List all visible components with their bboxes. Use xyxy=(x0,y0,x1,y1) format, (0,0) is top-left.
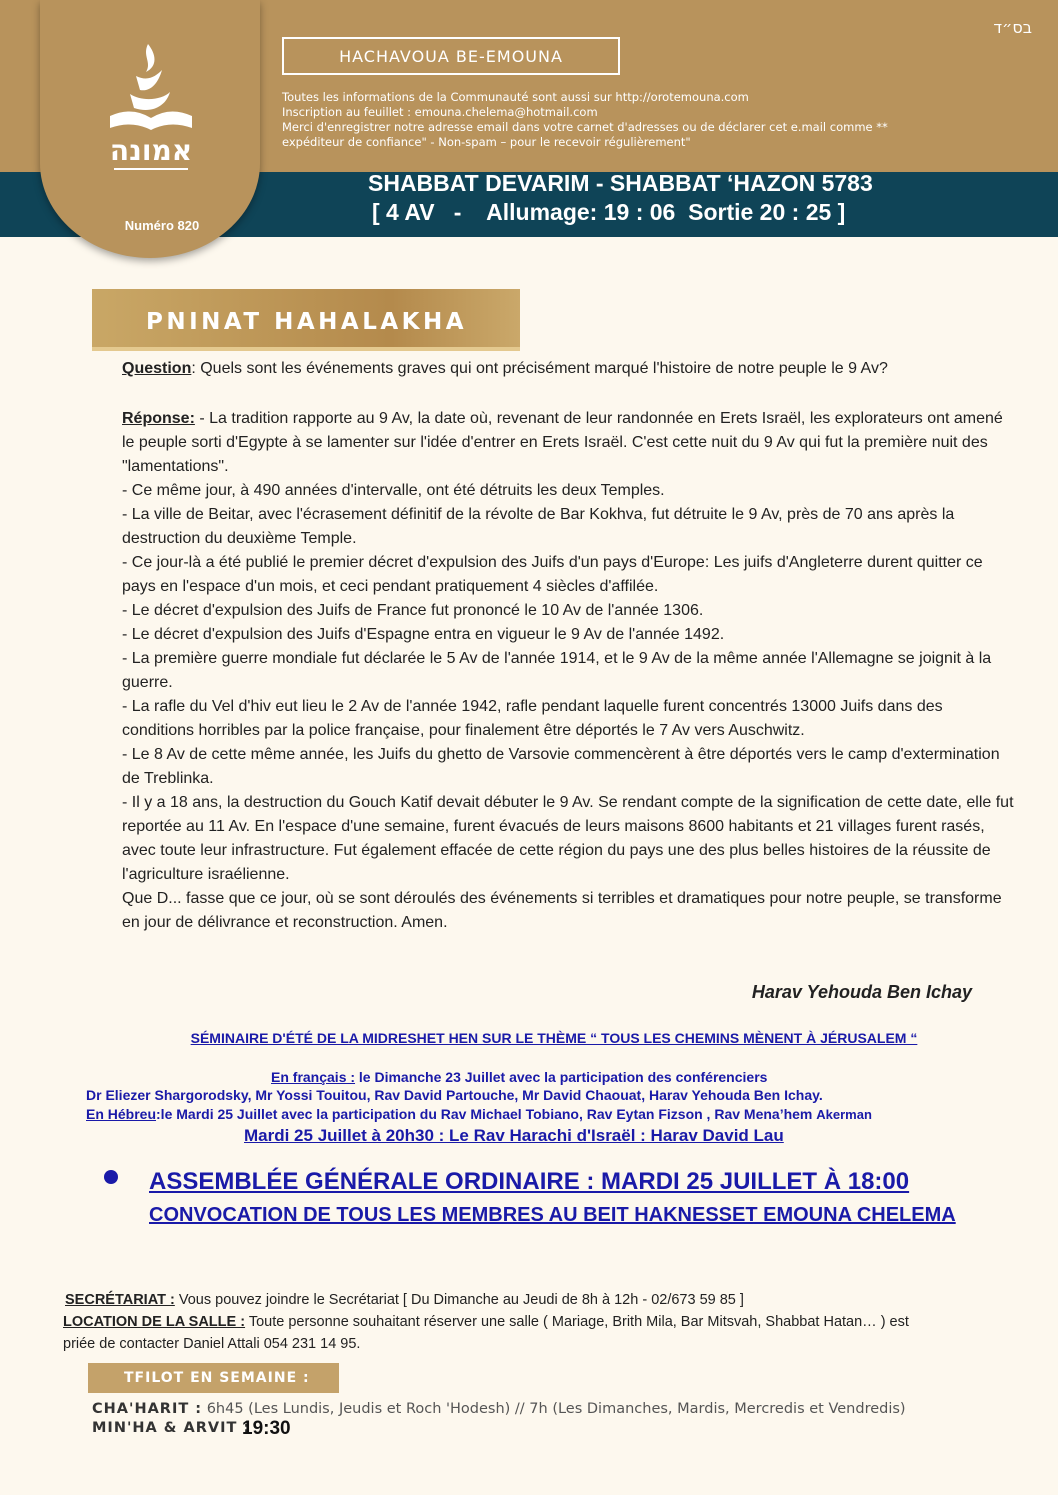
author-signature: Harav Yehouda Ben Ichay xyxy=(751,982,972,1002)
answer-item: - Ce même jour, à 490 années d'intervalle, ont été détruits les deux Temples. xyxy=(122,482,665,499)
header-info xyxy=(282,90,1022,150)
answer-item: - Le décret d'expulsion des Juifs d'Espagne entra en vigueur le 9 Av de l'année 1492. xyxy=(122,626,725,643)
answer-label: Réponse: xyxy=(122,410,195,427)
secretariat-label: SECRÉTARIAT : xyxy=(65,1292,175,1308)
question-label: Question xyxy=(122,360,192,377)
section-banner xyxy=(92,289,520,351)
seminar-title-link[interactable]: SÉMINAIRE D'ÉTÉ DE LA MIDRESHET HEN SUR LE THÈME “ TOUS LES CHEMINS MÈNENT À JÉRUSALEM “ xyxy=(190,1030,918,1046)
section-banner-label: PNINAT HAHALAKHA xyxy=(146,309,468,335)
shabbat-title: SHABBAT DEVARIM - SHABBAT ‘HAZON 5783 xyxy=(368,170,873,196)
issue-number: Numéro 820 xyxy=(124,218,200,233)
logo-text: אמונה xyxy=(109,134,193,167)
newsletter-title: HACHAVOUA BE-EMOUNA xyxy=(282,37,620,75)
answer-item: - La ville de Beitar, avec l'écrasement définitif de la révolte de Bar Kokhva, fut détruite le 9 Av, près de 70 ans après la destruction du deuxième Temple. xyxy=(122,506,955,547)
answer-item: - Le décret d'expulsion des Juifs de France fut prononcé le 10 Av de l'année 1306. xyxy=(122,602,704,619)
answer-item: - La première guerre mondiale fut déclarée le 5 Av de l'année 1914, et le 9 Av de la même année l'Allemagne se joignit à la guerre. xyxy=(122,650,992,691)
seminar-french: En français : le Dimanche 23 Juillet avec la participation des conférenciers xyxy=(271,1069,768,1085)
chaharit-line: CHA'HARIT : 6h45 (Les Lundis, Jeudis et Roch 'Hodesh) // 7h (Les Dimanches, Mardis, Mercredis et Vendredis) xyxy=(92,1401,906,1417)
seminar-hebrew-label[interactable]: En Hébreu xyxy=(86,1106,157,1122)
answer-item: - Il y a 18 ans, la destruction du Gouch Katif devait débuter le 9 Av. Se rendant compte de la signification de cette date, elle fut reportée au 11 Av. En l'espace d'une semaine, furent évacués de leurs maisons 8600 habitants et 21 villages furent rasés, avec toute leur infrastructure. Fut également effacée de cette région du pays une des plus belles histoires de la réussite de l'agriculture israélienne. xyxy=(122,794,1014,883)
seminar-speakers: Dr Eliezer Shargorodsky, Mr Yossi Touitou, Rav David Partouche, Mr David Chaouat, Harav Yehouda Ben Ichay. xyxy=(86,1087,823,1103)
answer-intro xyxy=(122,407,1018,479)
mincha-label: MIN'HA & ARVIT : xyxy=(92,1420,251,1436)
halakha-article xyxy=(122,357,1018,935)
location-label: LOCATION DE LA SALLE : xyxy=(63,1314,246,1330)
answer-item: - Ce jour-là a été publié le premier décret d'expulsion des Juifs d'un pays d'Europe: Les juifs d'Angleterre durent quitter ce pays en l'espace d'un mois, et ceci pendant pratiquement 4 siècles d'affilée. xyxy=(122,554,983,595)
emouna-logo xyxy=(96,36,206,186)
location-info: LOCATION DE LA SALLE : Toute personne souhaitant réserver une salle ( Mariage, Brith Mila, Bar Mitsvah, Shabbat Hatan… ) est xyxy=(63,1314,909,1330)
secretariat-info: SECRÉTARIAT : Vous pouvez joindre le Secrétariat [ Du Dimanche au Jeudi de 8h à 12h - 02/673 59 85 ] xyxy=(65,1292,744,1308)
info-line: Inscription au feuillet : emouna.chelema@hotmail.com xyxy=(282,105,598,119)
shabbat-times: [ 4 AV - Allumage: 19 : 06 Sortie 20 : 25 ] xyxy=(372,199,846,225)
mincha-line xyxy=(92,1420,250,1436)
bsd-mark: בס״ד xyxy=(993,18,1032,37)
location-contact: priée de contacter Daniel Attali 054 231 14 95. xyxy=(63,1336,361,1352)
tfilot-banner: TFILOT EN SEMAINE : xyxy=(88,1363,339,1393)
seminar-lau[interactable]: Mardi 25 Juillet à 20h30 : Le Rav Harachi d'Israël : Harav David Lau xyxy=(244,1126,784,1145)
seminar-french-label[interactable]: En français : xyxy=(271,1069,356,1085)
assembly-convocation[interactable]: CONVOCATION DE TOUS LES MEMBRES AU BEIT HAKNESSET EMOUNA CHELEMA xyxy=(149,1204,956,1226)
assembly-announcement[interactable]: ASSEMBLÉE GÉNÉRALE ORDINAIRE : MARDI 25 JUILLET À 18:00 xyxy=(149,1168,910,1195)
info-line: expéditeur de confiance" - Non-spam – pour le recevoir régulièrement" xyxy=(282,135,691,149)
seminar-hebrew: En Hébreu:le Mardi 25 Juillet avec la participation du Rav Michael Tobiano, Rav Eytan Fizson , Rav Mena’hem Akerman xyxy=(86,1106,872,1122)
closing-prayer: Que D... fasse que ce jour, où se sont déroulés des événements si terribles et dramatiques pour notre peuple, se transforme en jour de délivrance et reconstruction. Amen. xyxy=(122,890,1002,931)
info-line: Toutes les informations de la Communauté sont aussi sur http://orotemouna.com xyxy=(282,90,749,104)
answer-item: - La rafle du Vel d'hiv eut lieu le 2 Av de l'année 1942, rafle pendant laquelle furent concentrés 13000 Juifs dans des conditions horribles par la police française, pour finalement être déportés le 7 Av vers Auschwitz. xyxy=(122,698,943,739)
answer-intro-text: - La tradition rapporte au 9 Av, la date où, revenant de leur randonnée en Erets Israël, les explorateurs ont amené le peuple sorti d'Egypte à se lamenter sur l'idée d'entrer en Erets Israël. C'est cette nuit du 9 Av qui fut la première nuit des "lamentations". xyxy=(122,410,1003,475)
chaharit-label: CHA'HARIT : xyxy=(92,1401,203,1417)
info-line: Merci d'enregistrer notre adresse email dans votre carnet d'adresses ou de déclarer cet e.mail comme ** xyxy=(282,120,888,134)
mincha-time: 19:30 xyxy=(242,1418,291,1439)
answer-item: - Le 8 Av de cette même année, les Juifs du ghetto de Varsovie commencèrent à être déportés vers le camp d'extermination de Treblinka. xyxy=(122,746,1000,787)
question xyxy=(122,357,1018,381)
bullet-icon xyxy=(104,1170,118,1184)
question-text: : Quels sont les événements graves qui ont précisément marqué l'histoire de notre peuple le 9 Av? xyxy=(191,360,888,377)
